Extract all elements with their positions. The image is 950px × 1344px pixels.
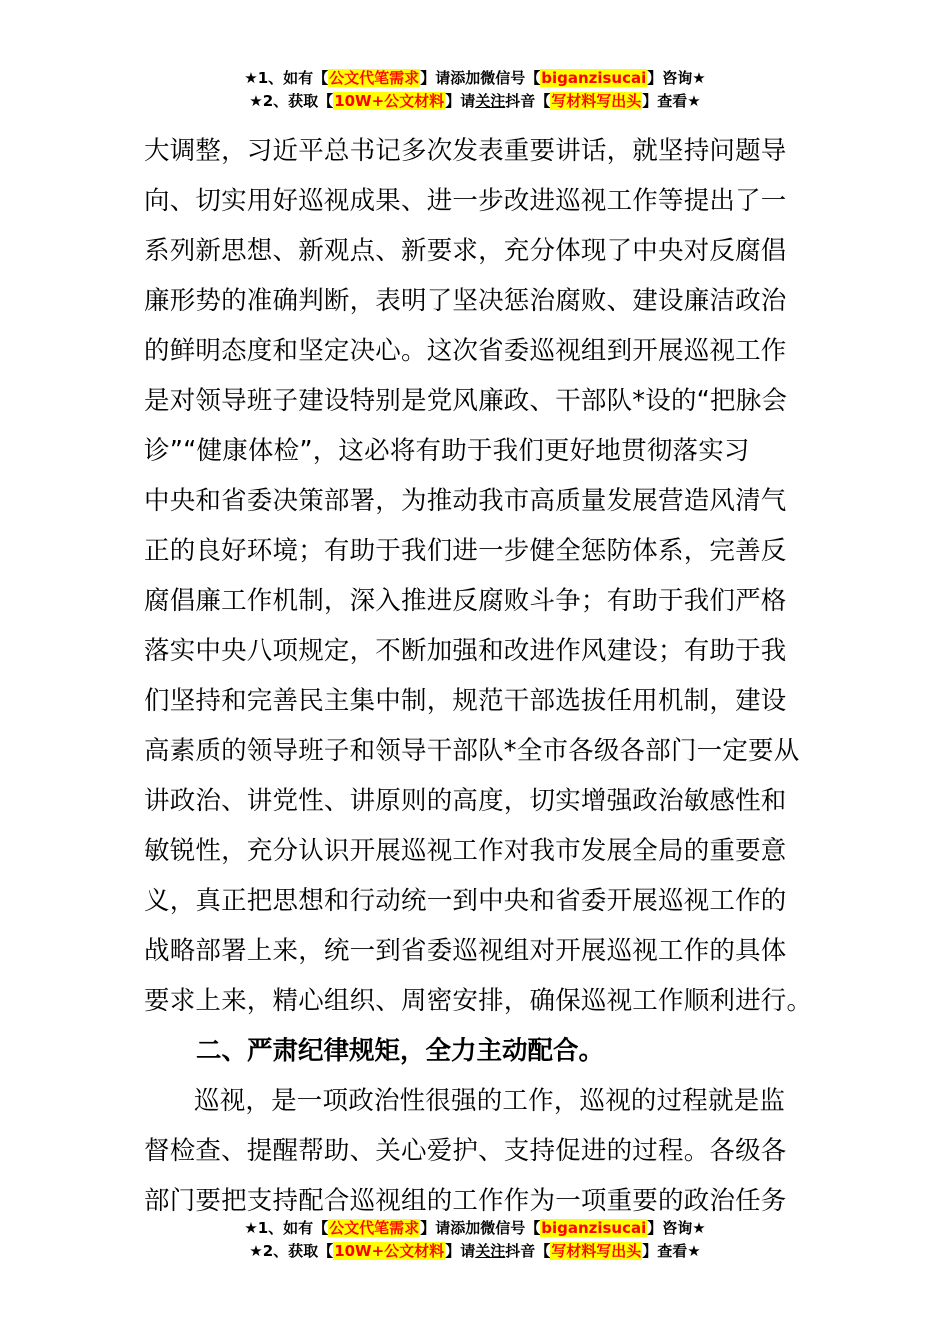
banner-highlight: 公文代笔需求 xyxy=(329,1219,420,1237)
banner-text: 】查看★ xyxy=(642,1242,701,1260)
banner-text: 】查看★ xyxy=(642,92,701,110)
paragraph-line: 是对领导班子建设特别是党风廉政、干部队*设的“把脉会 xyxy=(144,386,788,416)
paragraph-line: 巡视，是一项政治性很强的工作，巡视的过程就是监 xyxy=(194,1086,786,1116)
paragraph-line: 诊”“健康体检”，这必将有助于我们更好地贯彻落实习 xyxy=(144,436,750,466)
paragraph-line: 落实中央八项规定，不断加强和改进作风建设；有助于我 xyxy=(144,636,787,666)
paragraph-line: 敏锐性，充分认识开展巡视工作对我市发展全局的重要意 xyxy=(144,836,787,866)
banner-line-2 xyxy=(0,1241,950,1264)
banner-text: ★1、如有【 xyxy=(244,69,329,87)
banner-underlined-text: 关注 xyxy=(475,92,506,110)
paragraph-line: 的鲜明态度和坚定决心。这次省委巡视组到开展巡视工作 xyxy=(144,336,787,366)
banner-text: 】请添加微信号【 xyxy=(420,69,541,87)
paragraph-line: 义，真正把思想和行动统一到中央和省委开展巡视工作的 xyxy=(144,886,787,916)
header-banner xyxy=(0,68,950,114)
paragraph-line: 系列新思想、新观点、新要求，充分体现了中央对反腐倡 xyxy=(144,236,787,266)
paragraph-line: 督检查、提醒帮助、关心爱护、支持促进的过程。各级各 xyxy=(144,1136,787,1166)
document-body xyxy=(144,126,824,1226)
banner-line-2 xyxy=(0,91,950,114)
paragraph-line: 腐倡廉工作机制，深入推进反腐败斗争；有助于我们严格 xyxy=(144,586,787,616)
paragraph-line: 向、切实用好巡视成果、进一步改进巡视工作等提出了一 xyxy=(144,186,787,216)
banner-text: 抖音【 xyxy=(505,92,551,110)
paragraph-line: 中央和省委决策部署，为推动我市高质量发展营造风清气 xyxy=(144,486,787,516)
paragraph-line: 正的良好环境；有助于我们进一步健全惩防体系，完善反 xyxy=(144,536,787,566)
banner-text: 】咨询★ xyxy=(647,69,706,87)
banner-text: ★1、如有【 xyxy=(244,1219,329,1237)
banner-text: ★2、获取【 xyxy=(249,92,334,110)
banner-line-1 xyxy=(0,68,950,91)
paragraph-line: 们坚持和完善民主集中制，规范干部选拔任用机制，建设 xyxy=(144,686,787,716)
banner-text: 抖音【 xyxy=(505,1242,551,1260)
banner-highlight: 公文代笔需求 xyxy=(329,69,420,87)
paragraph-line: 廉形势的准确判断，表明了坚决惩治腐败、建设廉洁政治 xyxy=(144,286,787,316)
paragraph-line: 战略部署上来，统一到省委巡视组对开展巡视工作的具体 xyxy=(144,936,787,966)
banner-highlight: 10W+公文材料 xyxy=(334,92,445,110)
banner-text: 】咨询★ xyxy=(647,1219,706,1237)
section-heading: 二、严肃纪律规矩，全力主动配合。 xyxy=(196,1036,605,1066)
paragraph-line: 高素质的领导班子和领导干部队*全市各级各部门一定要从 xyxy=(144,736,800,766)
banner-text: ★2、获取【 xyxy=(249,1242,334,1260)
paragraph-line: 讲政治、讲党性、讲原则的高度，切实增强政治敏感性和 xyxy=(144,786,787,816)
banner-highlight: biganzisucai xyxy=(541,1219,647,1237)
paragraph-line: 大调整，习近平总书记多次发表重要讲话，就坚持问题导 xyxy=(144,136,787,166)
paragraph-line: 要求上来，精心组织、周密安排，确保巡视工作顺利进行。 xyxy=(144,986,813,1016)
banner-text: 】请 xyxy=(445,92,476,110)
footer-banner xyxy=(0,1218,950,1264)
banner-text: 】请 xyxy=(445,1242,476,1260)
banner-text: 】请添加微信号【 xyxy=(420,1219,541,1237)
banner-highlight: 10W+公文材料 xyxy=(334,1242,445,1260)
banner-highlight: 写材料写出头 xyxy=(551,1242,642,1260)
banner-line-1 xyxy=(0,1218,950,1241)
banner-highlight: 写材料写出头 xyxy=(551,92,642,110)
banner-highlight: biganzisucai xyxy=(541,69,647,87)
paragraph-line: 部门要把支持配合巡视组的工作作为一项重要的政治任务 xyxy=(144,1186,787,1216)
banner-underlined-text: 关注 xyxy=(475,1242,506,1260)
